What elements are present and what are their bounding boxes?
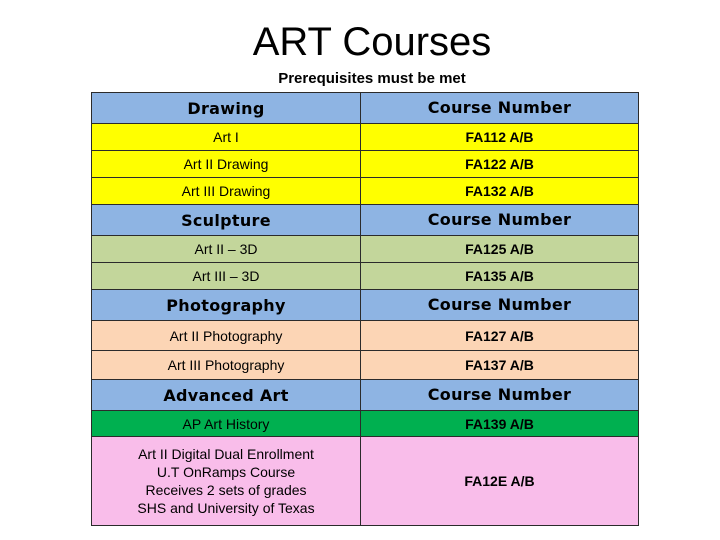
page-subtitle: Prerequisites must be met — [278, 70, 466, 87]
section-title: Photography — [92, 290, 361, 321]
course-name-line: Receives 2 sets of grades — [145, 482, 307, 498]
course-name: Art III – 3D — [92, 263, 361, 290]
table-row — [92, 263, 639, 290]
table-row — [92, 124, 639, 151]
course-number: FA137 A/B — [361, 351, 639, 380]
course-number: FA132 A/B — [361, 178, 639, 205]
course-name-line: Art II Digital Dual Enrollment — [138, 446, 314, 462]
table-row — [92, 151, 639, 178]
table-row — [92, 236, 639, 263]
section-title: Sculpture — [92, 205, 361, 236]
course-name: Art III Drawing — [92, 178, 361, 205]
course-name-line: U.T OnRamps Course — [156, 464, 296, 480]
course-number: FA125 A/B — [361, 236, 639, 263]
section-title: Advanced Art — [92, 380, 361, 411]
table-row — [92, 321, 639, 351]
table-row — [92, 437, 639, 526]
section-header-drawing — [92, 93, 639, 124]
course-name — [92, 437, 361, 526]
course-number-header: Course Number — [361, 205, 639, 236]
course-number: FA127 A/B — [361, 321, 639, 351]
course-number: FA112 A/B — [361, 124, 639, 151]
course-name: Art II – 3D — [92, 236, 361, 263]
section-header-sculpture — [92, 205, 639, 236]
course-name: Art II Drawing — [92, 151, 361, 178]
course-number: FA12E A/B — [361, 437, 639, 526]
section-title: Drawing — [92, 93, 361, 124]
table-row — [92, 351, 639, 380]
course-name-line: SHS and University of Texas — [137, 500, 315, 516]
course-name: AP Art History — [92, 411, 361, 437]
table-row — [92, 411, 639, 437]
course-number: FA135 A/B — [361, 263, 639, 290]
course-number-header: Course Number — [361, 380, 639, 411]
course-name: Art II Photography — [92, 321, 361, 351]
course-number: FA122 A/B — [361, 151, 639, 178]
page-title: ART Courses — [252, 20, 492, 64]
table-row — [92, 178, 639, 205]
course-number-header: Course Number — [361, 290, 639, 321]
course-name: Art III Photography — [92, 351, 361, 380]
section-header-photography — [92, 290, 639, 321]
section-header-advanced-art — [92, 380, 639, 411]
course-number: FA139 A/B — [361, 411, 639, 437]
courses-table — [91, 92, 639, 526]
course-name: Art I — [92, 124, 361, 151]
course-number-header: Course Number — [361, 93, 639, 124]
